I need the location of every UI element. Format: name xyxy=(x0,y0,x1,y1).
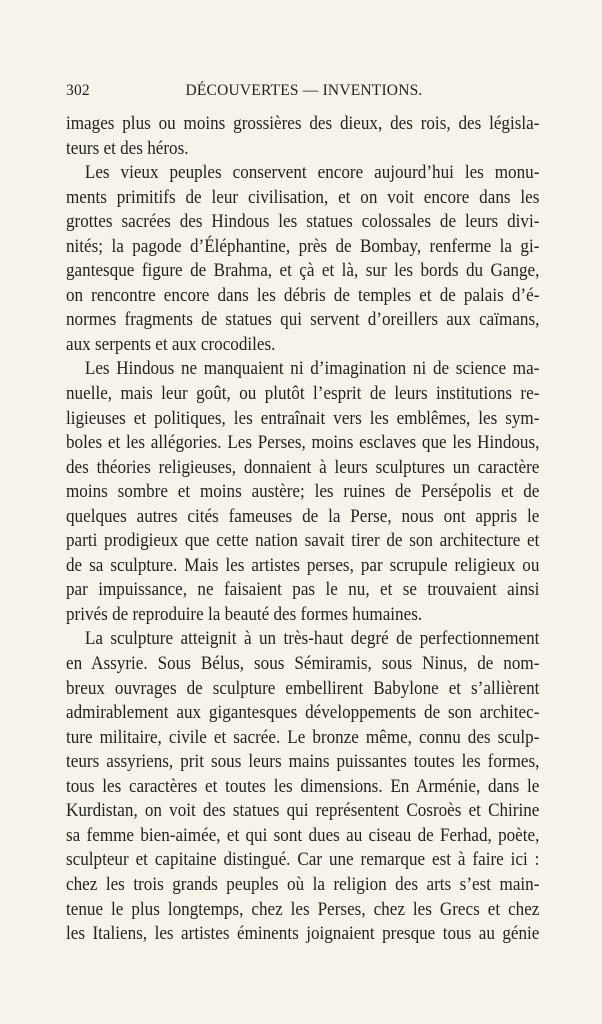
text-line: ligieuses et politiques, les entraînait vers les emblêmes, les sym- xyxy=(66,407,540,429)
text-line: moins sombre et moins austère; les ruines de Persépolis et de xyxy=(66,481,540,503)
text-line: images plus ou moins grossières des dieux, des rois, des législa- xyxy=(66,113,540,134)
text-line: sa femme bien-aimée, et qui sont dues au ciseau de Ferhad, poète, xyxy=(66,824,540,846)
text-line: sculpteur et capitaine distingué. Car une remarque est à faire ici : xyxy=(66,849,540,871)
text-line: aux serpents et aux crocodiles. xyxy=(66,333,276,355)
running-header xyxy=(66,82,542,106)
text-line: breux ouvrages de sculpture embellirent Babylone et s’allièrent xyxy=(66,677,540,699)
text-line: en Assyrie. Sous Bélus, sous Sémiramis, sous Ninus, de nom- xyxy=(66,653,540,675)
text-line: tenue le plus longtemps, chez les Perses, chez les Grecs et chez xyxy=(66,898,540,920)
text-line: ments primitifs de leur civilisation, et on voit encore dans les xyxy=(66,186,540,208)
text-line: Kurdistan, on voit des statues qui représentent Cosroès et Chirine xyxy=(66,800,540,822)
text-line: parti prodigieux que cette nation savait tirer de son architecture et xyxy=(66,530,540,552)
text-line: les Italiens, les artistes éminents joignaient presque tous au génie xyxy=(66,923,540,945)
text-line: privés de reproduire la beauté des formes humaines. xyxy=(66,603,423,625)
text-line: normes fragments de statues qui servent d’oreillers aux caïmans, xyxy=(66,309,540,331)
text-line: teurs assyriens, prit sous leurs mains puissantes toutes les formes, xyxy=(66,751,540,773)
text-line: admirablement aux gigantesques développements de son architec- xyxy=(66,702,540,724)
text-line: quelques autres cités fameuses de la Perse, nous ont appris le xyxy=(66,505,540,527)
text-line: on rencontre encore dans les débris de temples et de palais d’é- xyxy=(66,284,540,306)
page-number: 302 xyxy=(66,82,90,99)
text-line: de sa sculpture. Mais les artistes perses, par scrupule religieux ou xyxy=(66,554,540,576)
text-line: ture militaire, civile et sacrée. Le bronze même, connu des sculp- xyxy=(66,726,540,748)
text-line: gantesque figure de Brahma, et çà et là, sur les bords du Gange, xyxy=(66,260,540,282)
text-line: par impuissance, ne faisaient pas le nu, et se trouvaient ainsi xyxy=(66,579,540,601)
text-line: nuelle, mais leur goût, ou plutôt l’esprit de leurs institutions re- xyxy=(66,383,540,405)
text-line: boles et les allégories. Les Perses, moins esclaves que les Hindous, xyxy=(66,432,540,454)
running-title: DÉCOUVERTES — INVENTIONS. xyxy=(185,82,423,99)
text-line: des théories religieuses, donnaient à leurs sculptures un caractère xyxy=(66,456,540,478)
text-line: La sculpture atteignit à un très-haut degré de perfectionnement xyxy=(84,628,540,650)
text-line: Les Hindous ne manquaient ni d’imagination ni de science ma- xyxy=(84,358,540,380)
body-text xyxy=(66,112,539,947)
text-line: chez les trois grands peuples où la religion des arts s’est main- xyxy=(66,873,540,895)
text-line: grottes sacrées des Hindous les statues colossales de leurs divi- xyxy=(66,211,540,233)
text-line: Les vieux peuples conservent encore aujourd’hui les monu- xyxy=(84,162,540,184)
text-line: nités; la pagode d’Éléphantine, près de Bombay, renferme la gi- xyxy=(66,235,540,257)
text-line: teurs et des héros. xyxy=(66,137,189,159)
text-line: tous les caractères et toutes les dimensions. En Arménie, dans le xyxy=(66,775,540,797)
